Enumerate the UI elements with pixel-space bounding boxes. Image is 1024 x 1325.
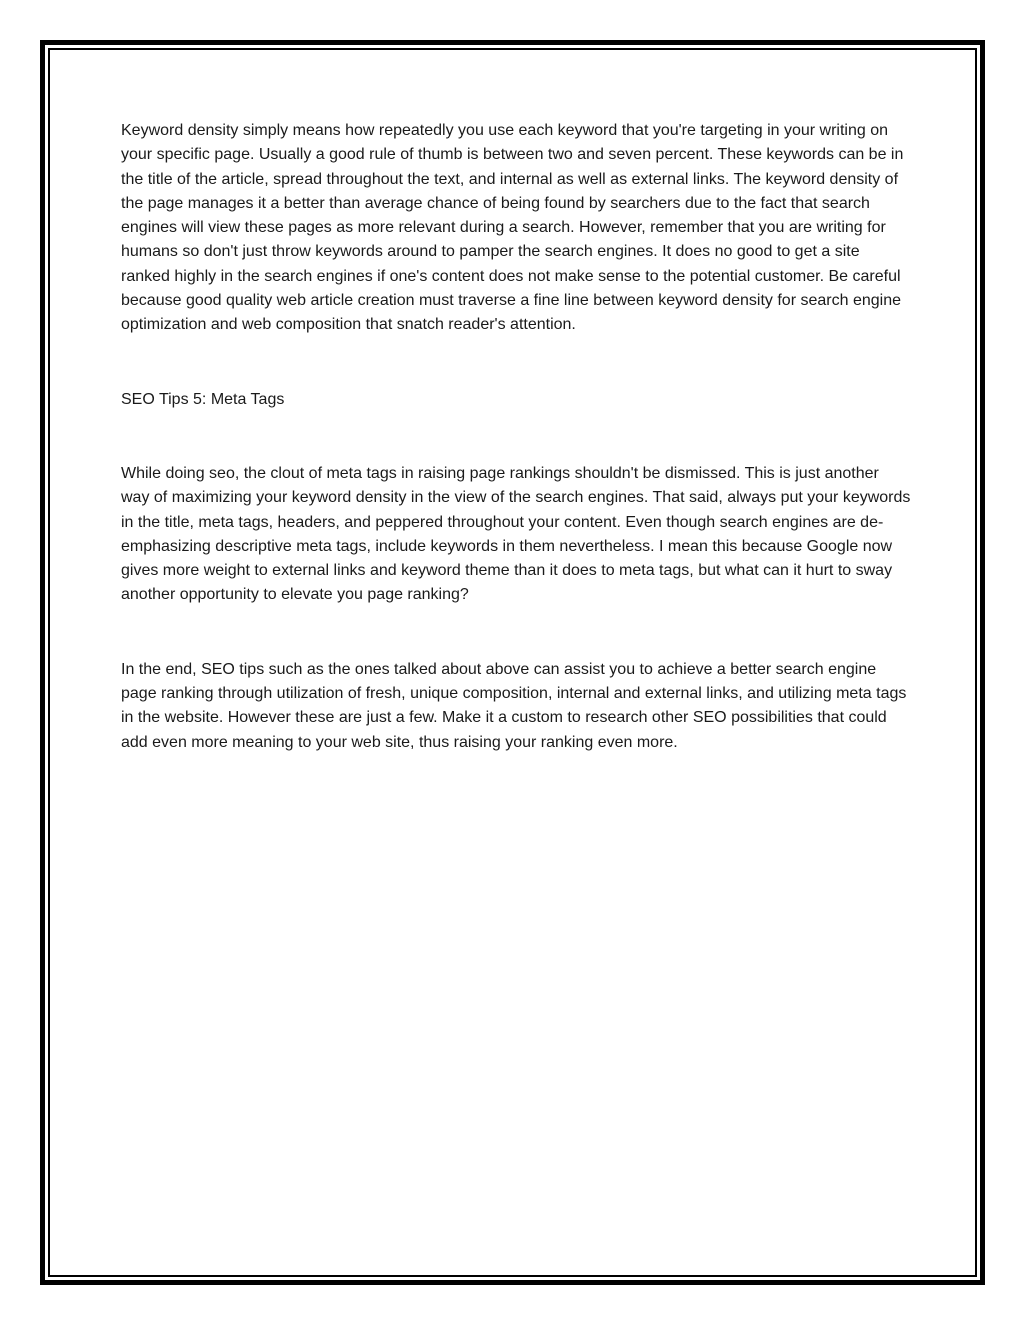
section-heading: SEO Tips 5: Meta Tags bbox=[121, 390, 285, 408]
document-body bbox=[121, 119, 911, 755]
keyword-density-paragraph: Keyword density simply means how repeatedly you use each keyword that you're targeting in your writing on your specific page. Usually a good rule of thumb is between two and seven percent. These keywords can be in the title of the article, spread throughout the text, and internal as well as external links. The keyword density of the page manages it a better than average chance of being found by searchers due to the fact that search engines will view these pages as more relevant during a search. However, remember that you are writing for humans so don't just throw keywords around to pamper the search engines. It does no good to get a site ranked highly in the search engines if one's content does not make sense to the potential customer. Be careful because good quality web article creation must traverse a fine line between keyword density for search engine optimization and web composition that snatch reader's attention. bbox=[121, 122, 904, 334]
meta-tags-paragraph: While doing seo, the clout of meta tags in raising page rankings shouldn't be dismissed. This is just another way of maximizing your keyword density in the view of the search engines. That said, always put your keywords in the title, meta tags, headers, and peppered throughout your content. Even though search engines are de-emphasizing descriptive meta tags, include keywords in them nevertheless. I mean this because Google now gives more weight to external links and keyword theme than it does to meta tags, but what can it hurt to sway another opportunity to elevate you page ranking? bbox=[121, 464, 911, 604]
conclusion-paragraph: In the end, SEO tips such as the ones talked about above can assist you to achieve a better search engine page ranking through utilization of fresh, unique composition, internal and external links, and utilizing meta tags in the website. However these are just a few. Make it a custom to research other SEO possibilities that could add even more meaning to your web site, thus raising your ranking even more. bbox=[121, 660, 907, 751]
